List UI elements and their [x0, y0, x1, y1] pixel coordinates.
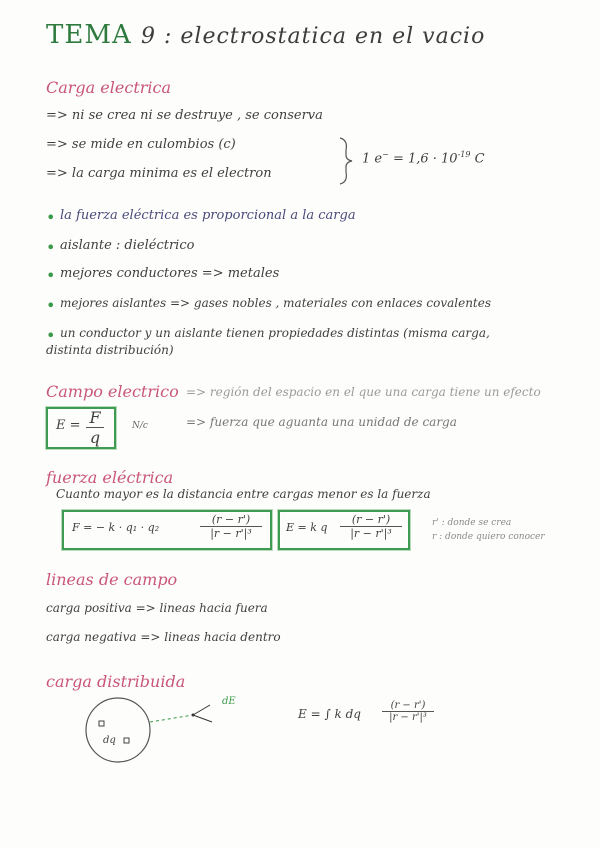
distributed-formula-lhs: E = ∫ k dq	[298, 707, 361, 721]
distribuida-heading: carga distribuida	[46, 672, 186, 691]
note-r: r : donde quiero conocer	[432, 532, 545, 542]
bullet-dot: •	[46, 266, 56, 285]
distributed-fraction	[382, 700, 434, 723]
campo-den: q	[89, 428, 101, 447]
electron-sup: −	[382, 150, 389, 159]
note-r-prime: r' : donde se crea	[432, 518, 512, 528]
title-rest: 9 : electrostatica en el vacio	[141, 24, 486, 49]
bullet-3: mejores conductores => metales	[60, 266, 280, 281]
distributed-den: |r − r'|³	[389, 712, 427, 723]
force-lhs: F = − k · q₁ · q₂	[72, 521, 160, 534]
campo-unit: N/c	[132, 421, 148, 431]
title-tema: TEMA	[46, 20, 132, 50]
campo-heading: Campo electrico	[46, 382, 179, 401]
carga-line-1: => ni se crea ni se destruye , se conserva	[46, 108, 323, 123]
field-num: (r − r')	[340, 513, 402, 527]
electron-exponent: -19	[457, 150, 471, 159]
lineas-positive: carga positiva => lineas hacia fuera	[46, 601, 268, 615]
bullet-4: mejores aislantes => gases nobles , materiales con enlaces covalentes	[60, 296, 492, 310]
campo-def-1: => región del espacio en el que una carga tiene un efecto	[186, 385, 541, 399]
carga-line-2: => se mide en culombios (c)	[46, 137, 236, 152]
dE-label: dE	[222, 696, 236, 707]
distributed-num: (r − r')	[382, 700, 434, 712]
field-lhs: E = k q	[286, 521, 328, 534]
campo-num: F	[86, 408, 104, 428]
bullet-dot: •	[46, 238, 56, 257]
bullet-dot: •	[46, 296, 56, 315]
campo-box-lhs: E =	[56, 418, 81, 433]
electron-unit: C	[470, 151, 485, 167]
lineas-negative: carga negativa => lineas hacia dentro	[46, 630, 281, 644]
carga-line-3: => la carga minima es el electron	[46, 166, 272, 181]
bullet-5: un conductor y un aislante tienen propiedades distintas (misma carga,	[60, 326, 490, 340]
dq-label: dq	[103, 735, 116, 746]
electron-symbol: 1 e	[362, 151, 383, 167]
force-den: |r − r'|³	[210, 527, 252, 540]
field-den: |r − r'|³	[350, 527, 392, 540]
fuerza-heading: fuerza eléctrica	[46, 468, 174, 487]
bullet-dot: •	[46, 326, 56, 345]
bullet-dot: •	[46, 208, 56, 227]
campo-def-2: => fuerza que aguanta una unidad de carga	[186, 415, 457, 429]
lineas-heading: lineas de campo	[46, 570, 178, 589]
electron-value: = 1,6 · 10	[388, 151, 458, 167]
force-num: (r − r')	[200, 513, 262, 527]
bullet-1: la fuerza eléctrica es proporcional a la carga	[60, 208, 356, 223]
bullet-5-cont: distinta distribución)	[46, 343, 174, 357]
carga-heading: Carga electrica	[46, 78, 172, 97]
bullet-2: aislante : dieléctrico	[60, 238, 195, 253]
fuerza-statement: Cuanto mayor es la distancia entre cargas menor es la fuerza	[56, 487, 431, 501]
